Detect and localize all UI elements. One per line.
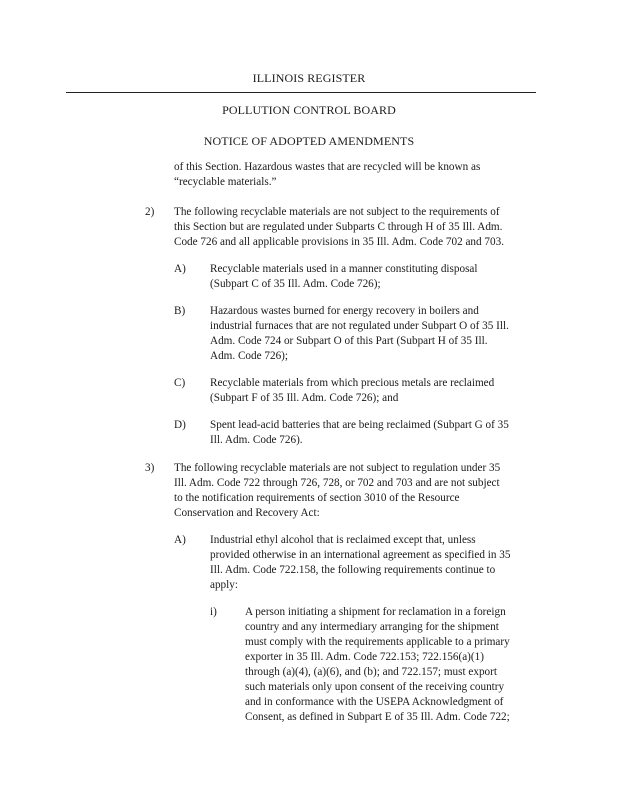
item-label: 3)	[145, 462, 155, 474]
text-line: The following recyclable materials are not subject to the requirements of	[174, 206, 500, 218]
text-line: Ill. Adm. Code 722.158, the following requirements continue to	[210, 564, 496, 576]
text-line: country and any intermediary arranging for the shipment	[245, 621, 499, 633]
item-label: B)	[174, 305, 186, 317]
text-line: The following recyclable materials are not subject to regulation under 35	[174, 462, 501, 474]
text-line: exporter in 35 Ill. Adm. Code 722.153; 722.156(a)(1)	[245, 651, 484, 663]
text-line: must comply with the requirements applicable to a primary	[245, 636, 510, 648]
header-rule	[66, 92, 536, 93]
text-line: Ill. Adm. Code 726).	[210, 434, 303, 446]
item-label: C)	[174, 377, 186, 389]
text-line: apply:	[210, 579, 238, 591]
item-label: A)	[174, 534, 186, 546]
item-label: A)	[174, 263, 186, 275]
text-line: Spent lead-acid batteries that are being reclaimed (Subpart G of 35	[210, 419, 509, 431]
text-line: (Subpart F of 35 Ill. Adm. Code 726); and	[210, 392, 399, 404]
text-line: Conservation and Recovery Act:	[174, 507, 320, 519]
text-line: provided otherwise in an international agreement as specified in 35	[210, 549, 511, 561]
item-label: i)	[210, 606, 217, 618]
board-title: POLLUTION CONTROL BOARD	[222, 103, 396, 117]
text-line: Hazardous wastes burned for energy recovery in boilers and	[210, 305, 479, 317]
text-line: A person initiating a shipment for reclamation in a foreign	[245, 606, 506, 618]
item-label: D)	[174, 419, 186, 431]
text-line: “recyclable materials.”	[174, 176, 277, 188]
text-line: this Section but are regulated under Subparts C through H of 35 Ill. Adm.	[174, 221, 503, 233]
text-line: Code 726 and all applicable provisions in 35 Ill. Adm. Code 702 and 703.	[174, 236, 504, 248]
text-line: to the notification requirements of section 3010 of the Resource	[174, 492, 460, 504]
text-line: Recyclable materials used in a manner constituting disposal	[210, 263, 478, 275]
text-line: industrial furnaces that are not regulated under Subpart O of 35 Ill.	[210, 320, 509, 332]
text-line: Adm. Code 726);	[210, 350, 288, 362]
text-line: (Subpart C of 35 Ill. Adm. Code 726);	[210, 278, 381, 290]
text-line: through (a)(4), (a)(6), and (b); and 722.157; must export	[245, 666, 497, 678]
item-label: 2)	[145, 206, 155, 218]
register-title: ILLINOIS REGISTER	[252, 71, 366, 85]
text-line: such materials only upon consent of the receiving country	[245, 681, 505, 693]
text-line: Adm. Code 724 or Subpart O of this Part (Subpart H of 35 Ill.	[210, 335, 488, 347]
text-line: Consent, as defined in Subpart E of 35 Ill. Adm. Code 722;	[245, 711, 510, 723]
text-line: Recyclable materials from which precious metals are reclaimed	[210, 377, 495, 389]
text-line: and in conformance with the USEPA Acknowledgment of	[245, 696, 504, 708]
text-line: Industrial ethyl alcohol that is reclaimed except that, unless	[210, 534, 476, 546]
notice-title: NOTICE OF ADOPTED AMENDMENTS	[203, 134, 415, 148]
text-line: of this Section. Hazardous wastes that are recycled will be known as	[174, 161, 481, 173]
text-line: Ill. Adm. Code 722 through 726, 728, or 702 and 703 and are not subject	[174, 477, 500, 489]
